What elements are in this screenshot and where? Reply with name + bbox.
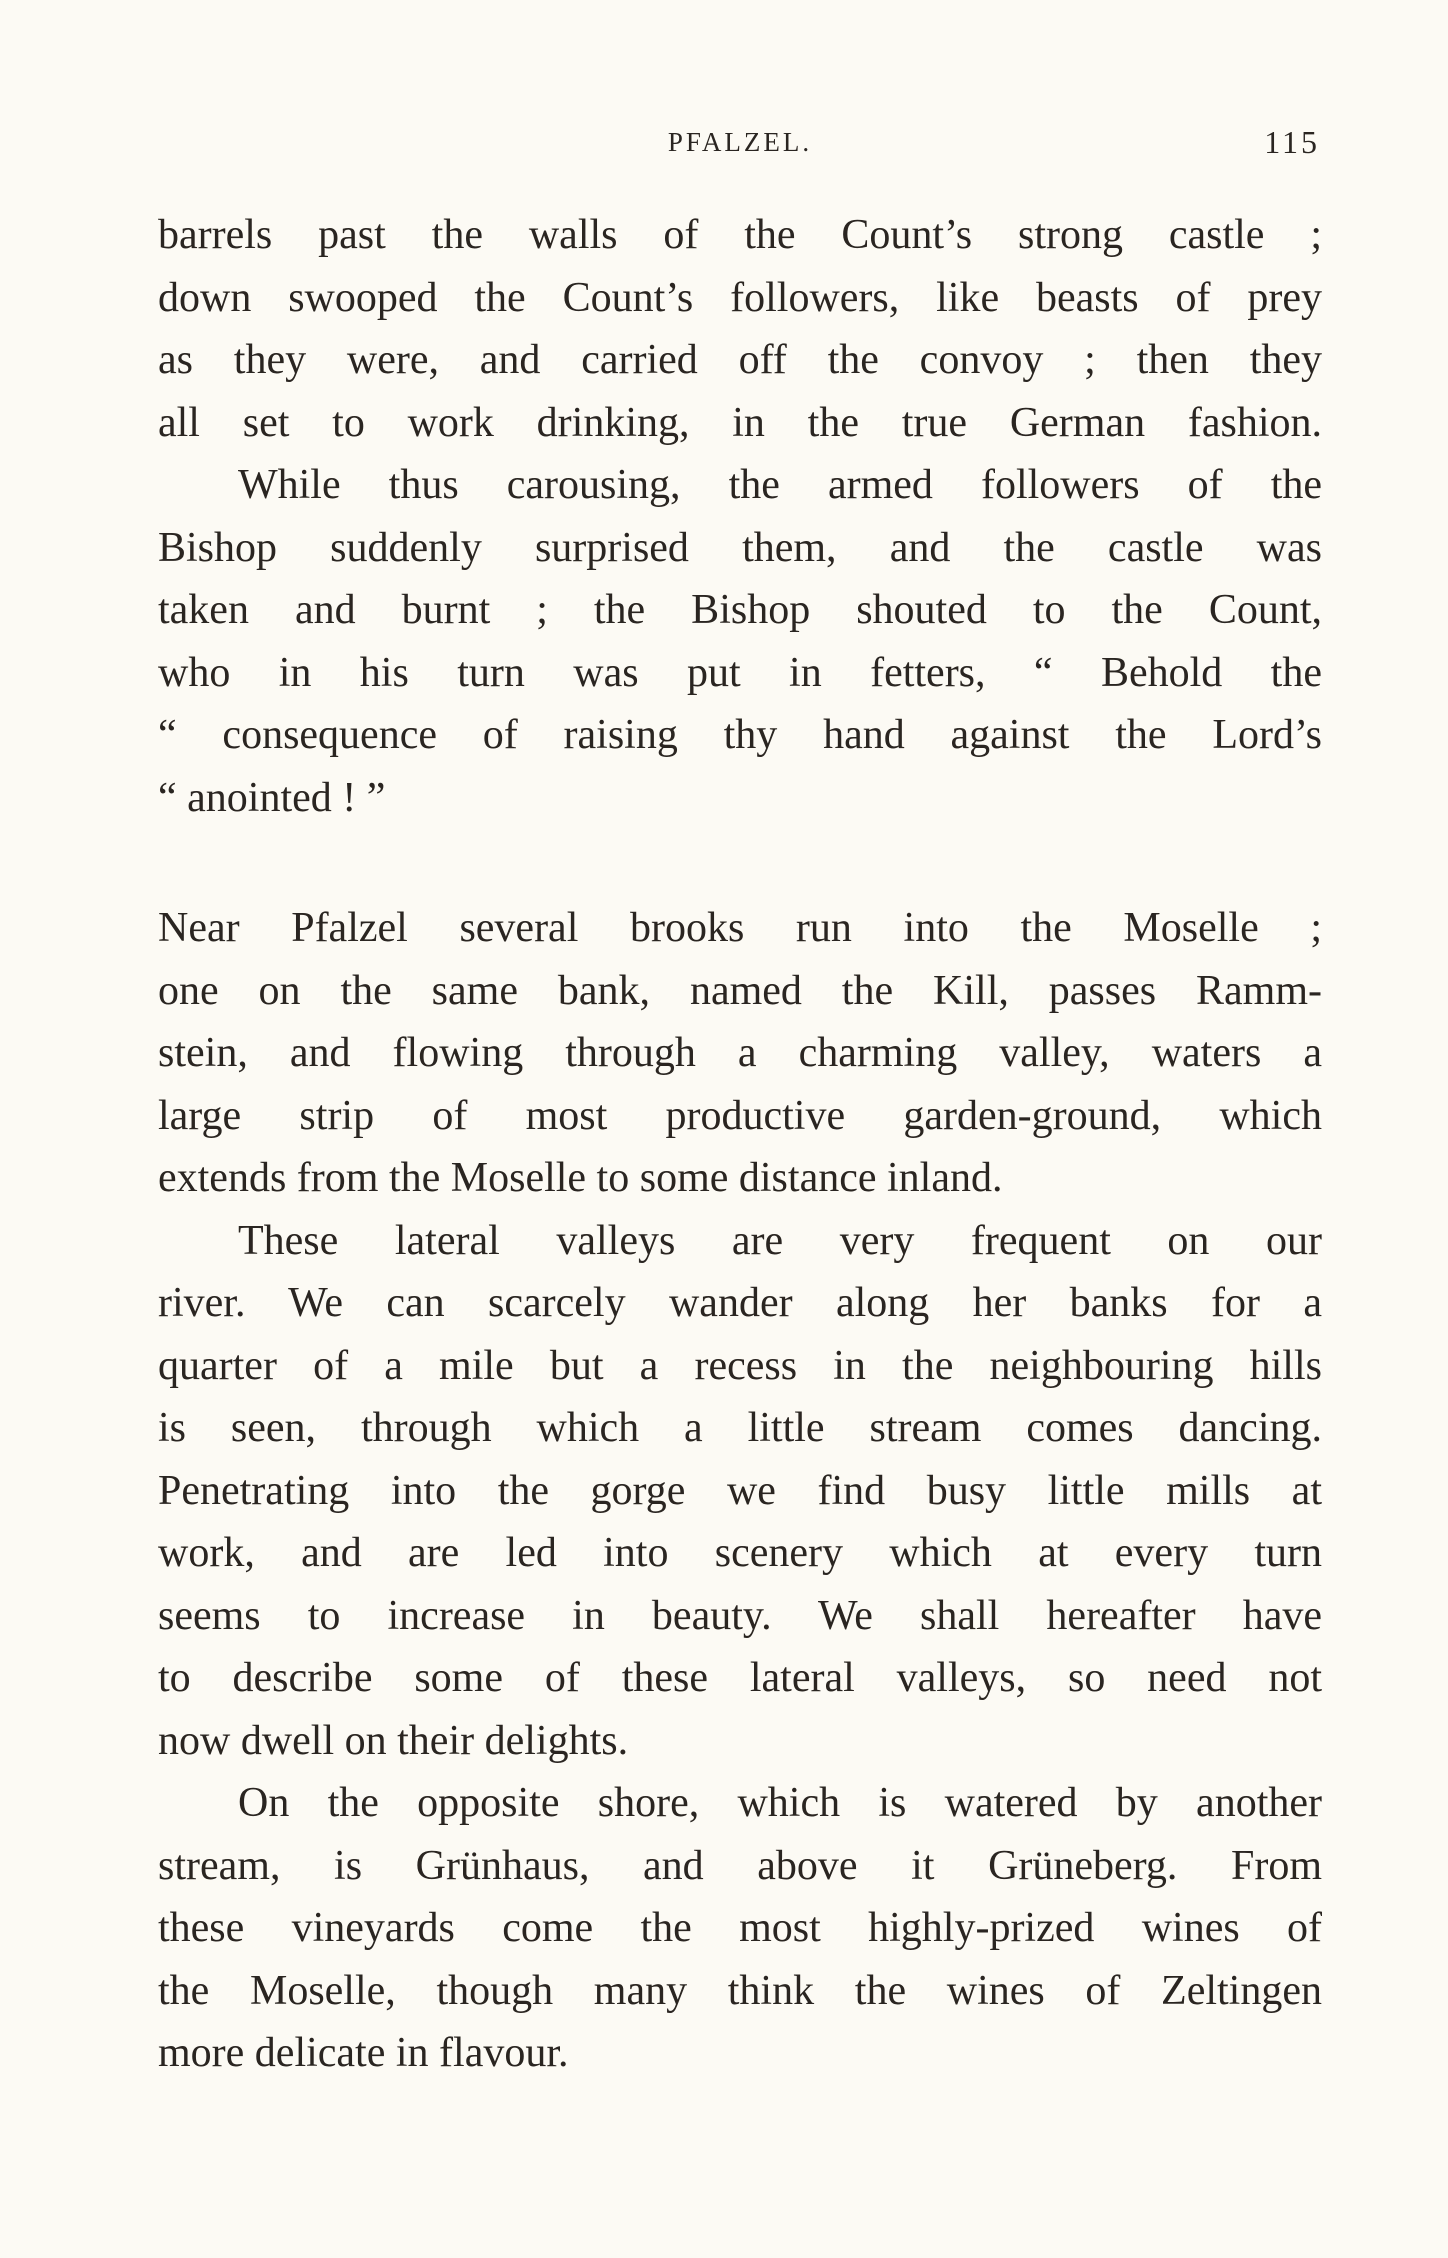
text-line: work, and are led into scenery which at every turn bbox=[158, 1530, 1322, 1576]
running-head bbox=[160, 122, 1320, 162]
text-line: stream, is Grünhaus, and above it Grüneberg. From bbox=[158, 1842, 1322, 1889]
body-text bbox=[158, 204, 1322, 2085]
text-line: now dwell on their delights. bbox=[158, 1717, 629, 1764]
text-line: barrels past the walls of the Count’s strong castle ; bbox=[158, 212, 1322, 258]
paragraph bbox=[158, 1772, 1322, 2085]
paragraph bbox=[158, 204, 1322, 454]
text-line: these vineyards come the most highly-prized wines of bbox=[158, 1905, 1322, 1951]
text-line: who in his turn was put in fetters, “ Behold the bbox=[158, 649, 1322, 696]
text-line: “ anointed ! ” bbox=[158, 774, 386, 821]
text-line: more delicate in flavour. bbox=[158, 2030, 569, 2076]
text-line: as they were, and carried off the convoy ; then they bbox=[158, 337, 1322, 383]
text-line: is seen, through which a little stream comes dancing. bbox=[158, 1405, 1322, 1451]
paragraph bbox=[158, 454, 1322, 829]
text-line: seems to increase in beauty. We shall hereafter have bbox=[158, 1592, 1322, 1639]
text-line: all set to work drinking, in the true German fashion. bbox=[158, 399, 1322, 446]
text-line: These lateral valleys are very frequent on our bbox=[238, 1217, 1322, 1264]
text-line: Penetrating into the gorge we find busy little mills at bbox=[158, 1467, 1322, 1514]
text-line: “ consequence of raising thy hand against the Lord’s bbox=[158, 712, 1322, 758]
text-line: taken and burnt ; the Bishop shouted to the Count, bbox=[158, 587, 1322, 633]
text-line: large strip of most productive garden-ground, which bbox=[158, 1092, 1322, 1139]
text-line: extends from the Moselle to some distance inland. bbox=[158, 1155, 1003, 1201]
text-line: the Moselle, though many think the wines of Zeltingen bbox=[158, 1967, 1322, 2014]
text-line: to describe some of these lateral valleys, so need not bbox=[158, 1655, 1322, 1701]
text-line: down swooped the Count’s followers, like beasts of prey bbox=[158, 274, 1322, 321]
text-line: Near Pfalzel several brooks run into the Moselle ; bbox=[158, 905, 1322, 951]
running-title: PFALZEL. bbox=[667, 127, 813, 157]
text-line: While thus carousing, the armed followers of the bbox=[238, 462, 1322, 508]
text-line: On the opposite shore, which is watered by another bbox=[238, 1780, 1322, 1826]
text-line: quarter of a mile but a recess in the neighbouring hills bbox=[158, 1342, 1322, 1389]
section-gap bbox=[158, 829, 1322, 897]
text-line: Bishop suddenly surprised them, and the castle was bbox=[158, 524, 1322, 571]
paragraph bbox=[158, 1210, 1322, 1773]
text-line: stein, and flowing through a charming valley, waters a bbox=[158, 1030, 1322, 1076]
paragraph bbox=[158, 897, 1322, 1210]
page-number: 115 bbox=[1264, 124, 1320, 160]
text-line: one on the same bank, named the Kill, passes Ramm- bbox=[158, 967, 1322, 1014]
text-line: river. We can scarcely wander along her banks for a bbox=[158, 1280, 1322, 1326]
